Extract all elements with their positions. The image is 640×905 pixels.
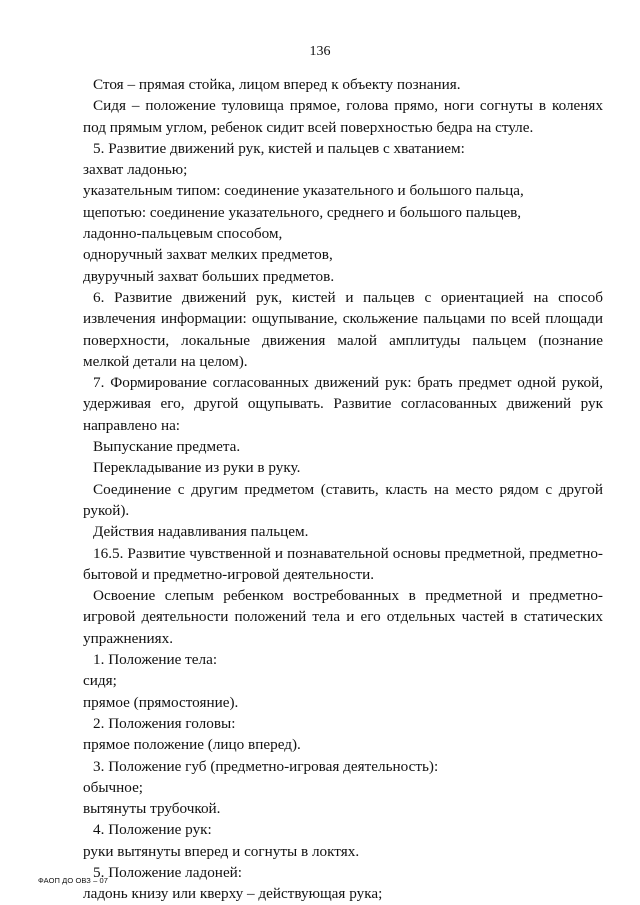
paragraph: 1. Положение тела: <box>93 651 218 669</box>
paragraph: 2. Положения головы: <box>93 714 236 732</box>
list-item: обычное; <box>83 778 144 796</box>
paragraph: 3. Положение губ (предметно-игровая деятельность): <box>93 757 439 775</box>
list-item: руки вытянуты вперед и согнуты в локтях. <box>83 842 360 860</box>
page-number: 136 <box>309 44 331 59</box>
paragraph: 6. Развитие движений рук, кистей и пальцев с ориентацией на способ извлечения информации: ощупывание, скольжение пальцами по всей площади поверхности, локальные движения малой амплитуды пальцем (познание мелкой детали на целом). <box>83 288 603 370</box>
list-item: ладонно-пальцевым способом, <box>83 225 283 243</box>
paragraph: Освоение слепым ребенком востребованных в предметной и предметно-игровой деятельности положений тела и его отдельных частей в статических упражнениях. <box>83 587 603 647</box>
list-item: прямое (прямостояние). <box>83 693 239 711</box>
paragraph: 5. Развитие движений рук, кистей и пальцев с хватанием: <box>93 139 465 157</box>
list-item: захват ладонью; <box>83 161 188 179</box>
document-footer: ФАОП ДО ОВЗ – 07 <box>38 876 109 885</box>
list-item: двуручный захват больших предметов. <box>83 267 335 285</box>
list-item: щепотью: соединение указательного, среднего и большого пальцев, <box>83 203 522 221</box>
paragraph: 5. Положение ладоней: <box>93 863 243 881</box>
paragraph: 7. Формирование согласованных движений рук: брать предмет одной рукой, удерживая его, другой ощупывать. Развитие согласованных движений рук направлено на: <box>83 374 603 434</box>
paragraph: Соединение с другим предметом (ставить, класть на место рядом с другой рукой). <box>83 480 603 519</box>
list-item: сидя; <box>83 672 117 690</box>
list-item: вытянуты трубочкой. <box>83 800 221 818</box>
list-item: указательным типом: соединение указательного и большого пальца, <box>83 182 524 200</box>
paragraph: 4. Положение рук: <box>93 821 212 839</box>
list-item: одноручный захват мелких предметов, <box>83 246 333 264</box>
paragraph: Сидя – положение туловища прямое, голова прямо, ноги согнуты в коленях под прямым углом, ребенок сидит всей поверхностью бедра на стуле. <box>83 97 603 136</box>
paragraph: Стоя – прямая стойка, лицом вперед к объекту познания. <box>93 76 461 93</box>
list-item: ладонь книзу или кверху – действующая рука; <box>83 885 383 903</box>
paragraph: Действия надавливания пальцем. <box>93 523 309 541</box>
document-body <box>83 74 603 905</box>
section-heading: 16.5. Развитие чувственной и познавательной основы предметной, предметно-бытовой и предметно-игровой деятельности. <box>83 544 603 583</box>
paragraph: Перекладывание из руки в руку. <box>93 459 301 477</box>
paragraph: Выпускание предмета. <box>93 438 241 456</box>
list-item: прямое положение (лицо вперед). <box>83 736 301 754</box>
